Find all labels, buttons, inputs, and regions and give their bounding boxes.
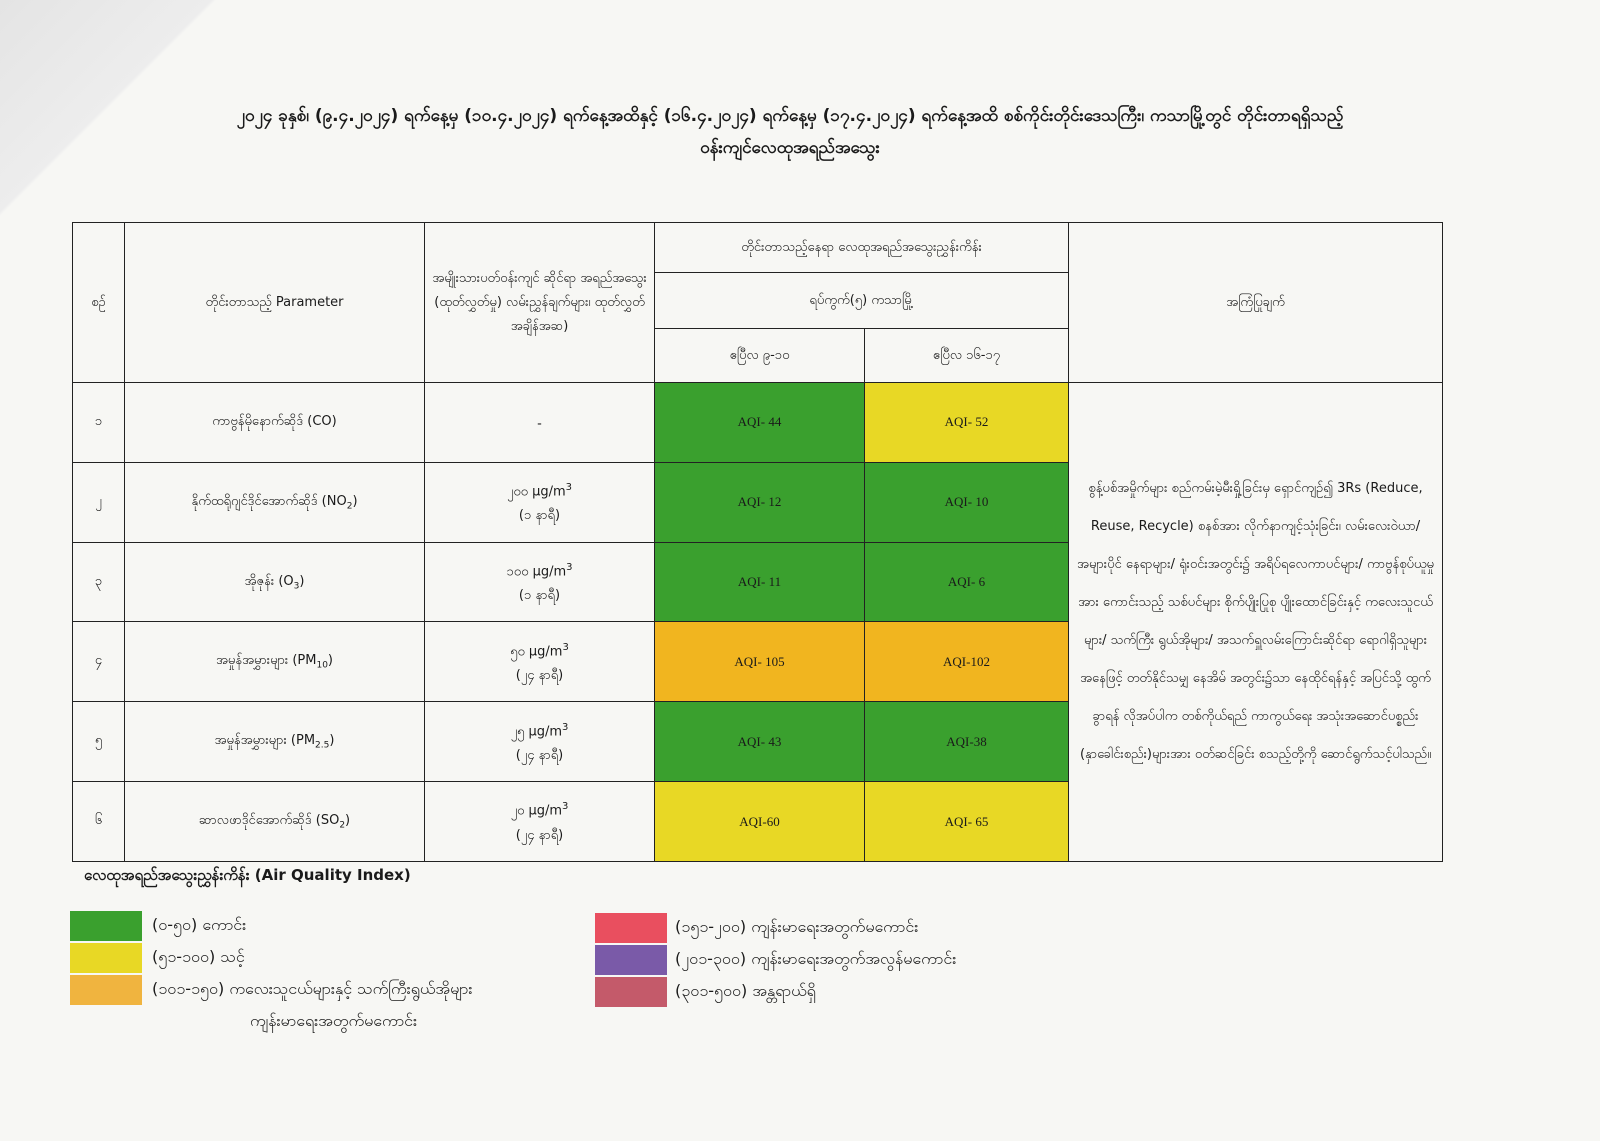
standard-value: ၂၅ (510, 723, 525, 739)
parameter-name: နိုက်ထရိုဂျင်ဒိုင်အောက်ဆိုဒ် (NO (191, 493, 347, 509)
legend-label-very-unhealthy: (၂၀၁-၃၀၀) ကျန်းမာရေးအတွက်အလွန်မကောင်း (675, 949, 957, 968)
row-standard (425, 622, 655, 702)
row-parameter (125, 383, 425, 463)
row-no: ၃ (73, 542, 125, 622)
standard-unit: µg/m (528, 803, 563, 819)
parameter-subscript: 2 (346, 501, 353, 512)
legend-title: လေထုအရည်အသွေးညွှန်းကိန်း (Air Quality Index) (84, 866, 411, 884)
table-row (73, 383, 1443, 463)
parameter-name: အမှုန်အမွှားများ (PM (215, 653, 317, 669)
row-no: ၁ (73, 383, 125, 463)
row-parameter (125, 622, 425, 702)
standard-value: ၂၀ (510, 803, 525, 819)
standard-unit-exponent: 3 (562, 721, 569, 733)
standard-value: - (537, 416, 542, 432)
row-no: ၆ (73, 782, 125, 862)
title-line-1: ၂၀၂၄ ခုနှစ်၊ (၉.၄.၂၀၂၄) ရက်နေ့မှ (၁၀.၄.၂၀၂၄) ရက်နေ့အထိနှင့် (၁၆.၄.၂၀၂၄) ရက်နေ့မှ (၁၇.၄.၂၀၂၄) ရက်နေ့အထိ စစ်ကိုင်းတိုင်းဒေသကြီး၊ ကသာမြို့တွင် တိုင်းတာရရှိသည့် (236, 106, 1344, 126)
document-title (100, 100, 1480, 164)
standard-unit-exponent: 3 (562, 641, 569, 653)
row-standard (425, 542, 655, 622)
header-period-1: ဧပြီလ ၉-၁၀ (655, 329, 865, 383)
standard-unit-exponent: 3 (566, 561, 573, 573)
air-quality-table (72, 222, 1443, 862)
standard-value: ၁၀၀ (506, 564, 529, 580)
row-no: ၄ (73, 622, 125, 702)
aqi-period-2: AQI-102 (865, 622, 1069, 702)
row-no: ၅ (73, 702, 125, 782)
row-parameter (125, 462, 425, 542)
standard-duration: (၂၄ နာရီ) (515, 668, 564, 684)
header-period-2: ဧပြီလ ၁၆-၁၇ (865, 329, 1069, 383)
row-standard (425, 462, 655, 542)
legend-swatch-hazardous (595, 977, 667, 1007)
aqi-period-1: AQI- 44 (655, 383, 865, 463)
aqi-period-2: AQI-38 (865, 702, 1069, 782)
parameter-name: အမှုန်အမွှားများ (PM (214, 733, 316, 749)
standard-unit-exponent: 3 (565, 482, 573, 494)
header-parameter: တိုင်းတာသည့် Parameter (125, 223, 425, 383)
standard-unit: µg/m (532, 484, 566, 500)
parameter-subscript: 2 (339, 820, 346, 831)
parameter-close: ) (345, 813, 351, 829)
legend-swatch-moderate (70, 943, 142, 973)
row-no: ၂ (73, 462, 125, 542)
parameter-subscript: 3 (293, 581, 300, 592)
legend-swatch-sensitive (70, 975, 142, 1005)
parameter-close: ) (329, 733, 335, 749)
row-standard (425, 782, 655, 862)
row-parameter (125, 782, 425, 862)
aqi-period-2: AQI- 10 (865, 462, 1069, 542)
standard-unit-exponent: 3 (562, 801, 569, 813)
aqi-period-1: AQI- 12 (655, 462, 865, 542)
aqi-period-1: AQI-60 (655, 782, 865, 862)
aqi-period-1: AQI- 43 (655, 702, 865, 782)
parameter-name: ဆာလဖာဒိုင်အောက်ဆိုဒ် (SO (198, 813, 340, 829)
title-line-2: ဝန်းကျင်လေထုအရည်အသွေး (700, 138, 880, 158)
row-parameter (125, 702, 425, 782)
legend-label-unhealthy: (၁၅၁-၂၀၀) ကျန်းမာရေးအတွက်မကောင်း (675, 917, 919, 936)
standard-duration: (၂၄ နာရီ) (515, 747, 564, 763)
header-no: စဉ် (73, 223, 125, 383)
aqi-period-2: AQI- 52 (865, 383, 1069, 463)
standard-unit: µg/m (528, 644, 563, 660)
parameter-close: ) (352, 493, 358, 509)
aqi-period-2: AQI- 65 (865, 782, 1069, 862)
standard-value: ၂၀၀ (506, 484, 528, 500)
parameter-name: ကာဗွန်မိုနောက်ဆိုဒ် (CO) (212, 413, 337, 429)
legend-swatch-good (70, 911, 142, 941)
parameter-subscript: 2.5 (315, 740, 330, 751)
legend-label-moderate: (၅၁-၁၀၀) သင့် (152, 947, 245, 966)
parameter-name: အိုဇုန်း (O (244, 573, 294, 589)
standard-value: ၅၀ (510, 644, 525, 660)
legend-swatch-very-unhealthy (595, 945, 667, 975)
remark-text: စွန့်ပစ်အမှိုက်များ စည်ကမ်းမဲ့မီးရှို့ခြင်းမှ ရှောင်ကျဉ်၍ 3Rs (Reduce, Reuse, Recycle) စနစ်အား လိုက်နာကျင့်သုံးခြင်း၊ လမ်းလေးဝဲယာ/ အများပိုင် နေရာများ/ ရုံးဝင်းအတွင်း၌ အရိပ်ရလေကာပင်များ/ ကာဗွန်စုပ်ယူမှုအား ကောင်းသည့် သစ်ပင်များ စိုက်ပျိုးပြုစု ပျိုးထောင်ခြင်းနှင့် ကလေးသူငယ်များ/ သက်ကြီး ရွယ်အိုများ/ အသက်ရှူလမ်းကြောင်းဆိုင်ရာ ရောဂါရှိသူများအနေဖြင့် တတ်နိုင်သမျှ နေအိမ် အတွင်း၌သာ နေထိုင်ရန်နှင့် အပြင်သို့ ထွက်ခွာရန် လိုအပ်ပါက တစ်ကိုယ်ရည် ကာကွယ်ရေး အသုံးအဆောင်ပစ္စည်း (နှာခေါင်းစည်း)များအား ဝတ်ဆင်ခြင်း စသည့်တို့ကို ဆောင်ရွက်သင့်ပါသည်။ (1069, 383, 1443, 862)
aqi-period-2: AQI- 6 (865, 542, 1069, 622)
header-index-group: တိုင်းတာသည့်နေရာ လေထုအရည်အသွေးညွှန်းကိန်း (655, 223, 1069, 273)
standard-unit: µg/m (532, 564, 567, 580)
parameter-close: ) (327, 653, 333, 669)
row-parameter (125, 542, 425, 622)
row-standard (425, 702, 655, 782)
legend-label-sensitive: (၁၀၁-၁၅၀) ကလေးသူငယ်များနှင့် သက်ကြီးရွယ်အိုများ (152, 979, 473, 998)
legend-label-good: (၀-၅၀) ကောင်း (152, 915, 247, 934)
header-standard: အမျိုးသားပတ်ဝန်းကျင် ဆိုင်ရာ အရည်အသွေး (ထုတ်လွှတ်မှု) လမ်းညွှန်ချက်များ၊ ထုတ်လွှတ်အချိန်အဆ) (425, 223, 655, 383)
row-standard (425, 383, 655, 463)
parameter-close: ) (299, 573, 305, 589)
aqi-period-1: AQI- 11 (655, 542, 865, 622)
legend-swatch-unhealthy (595, 913, 667, 943)
parameter-subscript: 10 (316, 660, 328, 671)
legend-label-hazardous: (၃၀၁-၅၀၀) အန္တရာယ်ရှိ (675, 981, 816, 1000)
legend-label-sensitive-line2: ကျန်းမာရေးအတွက်မကောင်း (250, 1011, 418, 1030)
aqi-period-1: AQI- 105 (655, 622, 865, 702)
standard-duration: (၁ နာရီ) (518, 508, 561, 524)
standard-duration: (၂၄ နာရီ) (515, 827, 564, 843)
header-location: ရပ်ကွက်(၅) ကသာမြို့ (655, 273, 1069, 329)
standard-unit: µg/m (528, 723, 563, 739)
standard-duration: (၁ နာရီ) (518, 588, 561, 604)
header-remark: အကြံပြုချက် (1069, 223, 1443, 383)
